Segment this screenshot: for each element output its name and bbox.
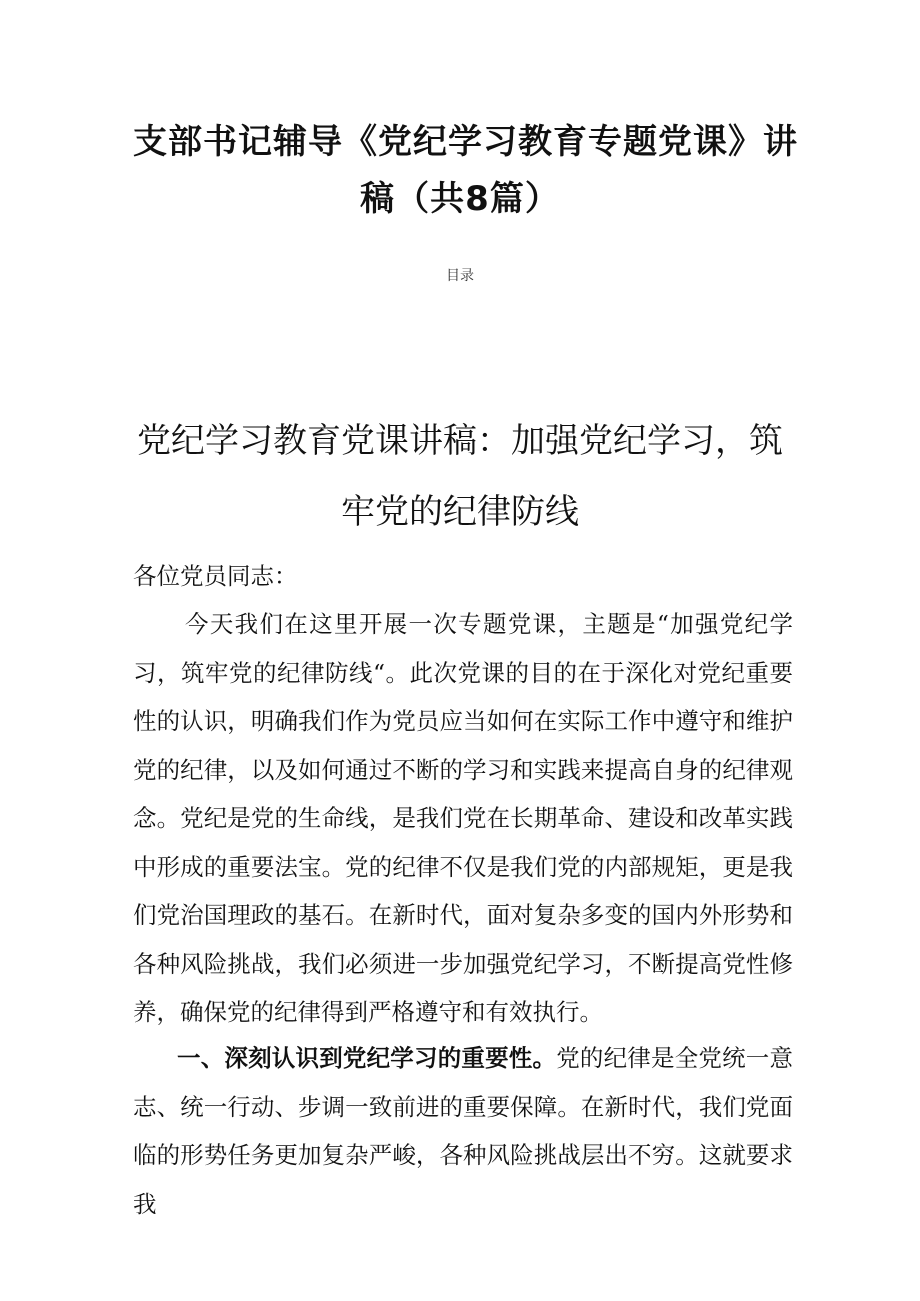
paragraph-point-one-lead: 一、深刻认识到党纪学习的重要性。 bbox=[177, 1044, 557, 1072]
document-title-line1: 支部书记辅导《党纪学习教育专题党课》讲 bbox=[133, 122, 798, 162]
paragraph-point-one bbox=[133, 1034, 793, 1228]
table-of-contents-label: 目录 bbox=[446, 268, 474, 284]
paragraph-intro: 今天我们在这里开展一次专题党课，主题是“加强党纪学习，筑牢党的纪律防线“。此次党课的目的在于深化对党纪重要性的认识，明确我们作为党员应当如何在实际工作中遵守和维护党的纪律，以及如何通过不断的学习和实践来提高自身的纪律观念。党纪是党的生命线，是我们党在长期革命、建设和改革实践中形成的重要法宝。党的纪律不仅是我们党的内部规矩，更是我们党治国理政的基石。在新时代，面对复杂多变的国内外形势和各种风险挑战，我们必须进一步加强党纪学习，不断提高党性修养，确保党的纪律得到严格遵守和有效执行。 bbox=[133, 610, 793, 1026]
section-title-line2: 牢党的纪律防线 bbox=[341, 492, 579, 532]
section-title-line1: 党纪学习教育党课讲稿：加强党纪学习，筑 bbox=[137, 421, 783, 461]
paragraph-point-one-text: 党的纪律是全党统一意志、统一行动、步调一致前进的重要保障。在新时代，我们党面临的形势任务更加复杂严峻，各种风险挑战层出不穷。这就要求我 bbox=[133, 1044, 794, 1218]
salutation: 各位党员同志： bbox=[133, 562, 298, 590]
document-title-line2: 稿（共8篇） bbox=[360, 179, 560, 219]
